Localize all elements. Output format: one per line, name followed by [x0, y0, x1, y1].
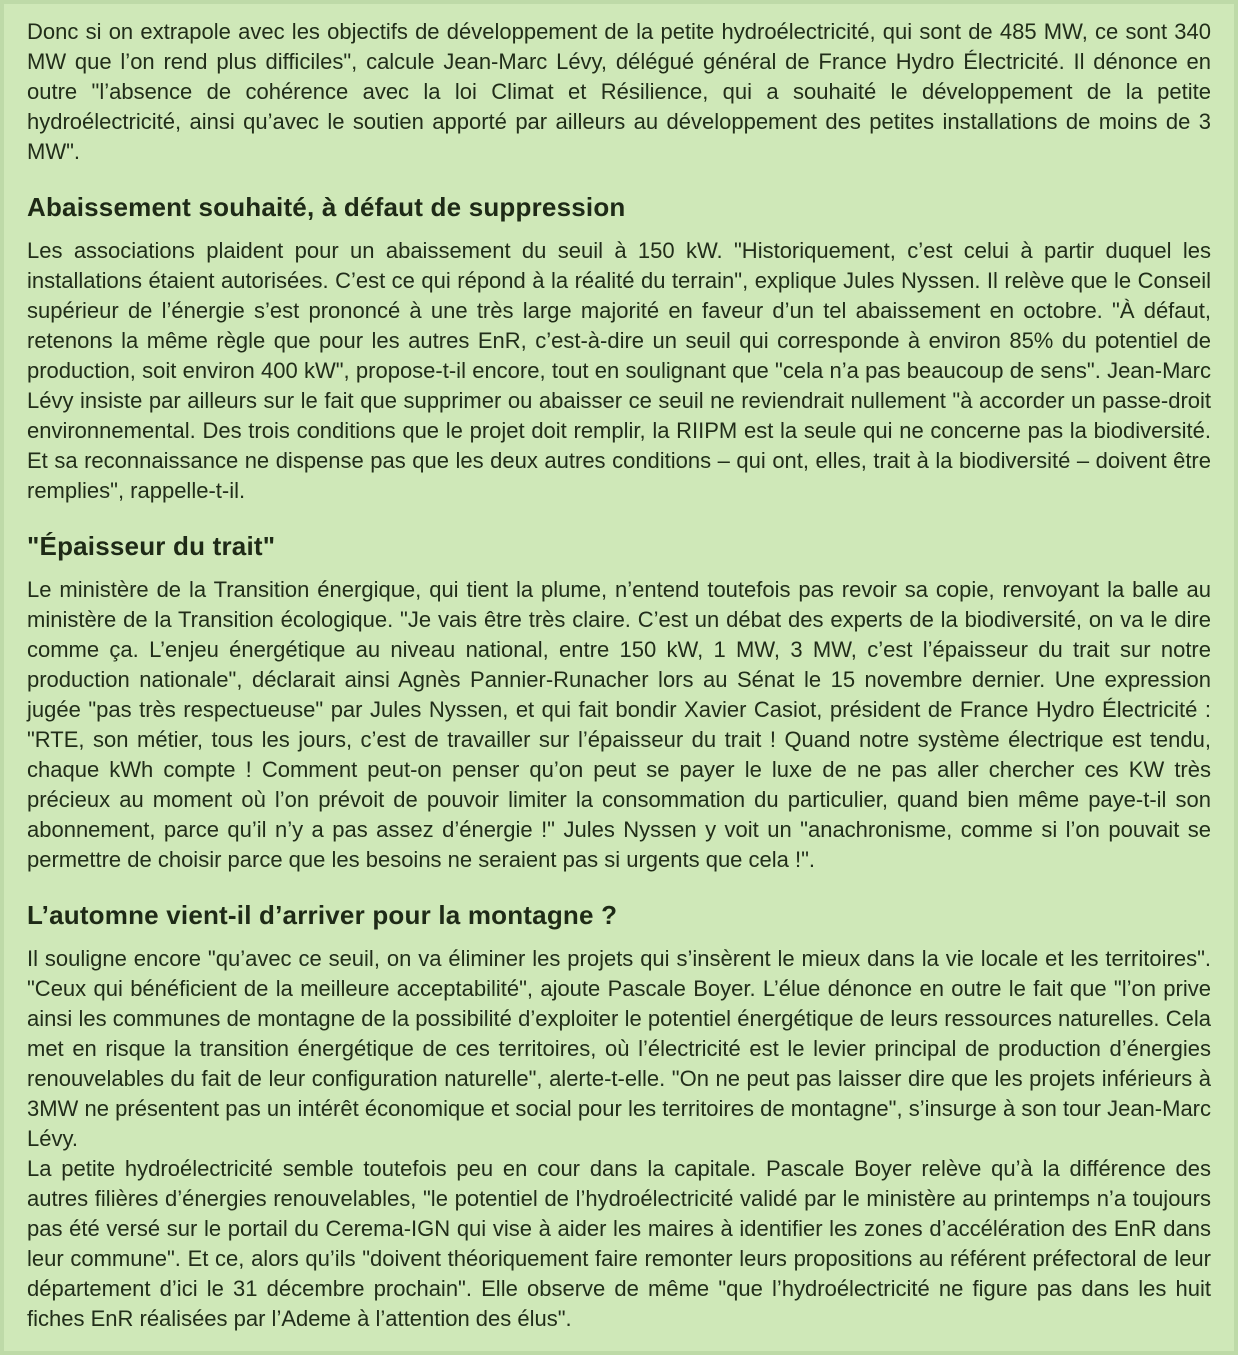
section-heading-epaisseur-du-trait: "Épaisseur du trait"	[27, 531, 276, 561]
section-heading-abaissement: Abaissement souhaité, à défaut de suppression	[27, 192, 626, 222]
section-paragraph-abaissement: Les associations plaident pour un abaissement du seuil à 150 kW. "Historiquement, c’est celui à partir duquel les installations étaient autorisées. C’est ce qui répond à la réalité du terrain", explique Jules Nyssen. Il relève que le Conseil supérieur de l’énergie s’est prononcé à une très large majorité en faveur d’un tel abaissement en octobre. "À défaut, retenons la même règle que pour les autres EnR, c’est-à-dire un seuil qui corresponde à environ 85% du potentiel de production, soit environ 400 kW", propose-t-il encore, tout en soulignant que "cela n’a pas beaucoup de sens". Jean-Marc Lévy insiste par ailleurs sur le fait que supprimer ou abaisser ce seuil ne reviendrait nullement "à accorder un passe-droit environnemental. Des trois conditions que le projet doit remplir, la RIIPM est la seule qui ne concerne pas la biodiversité. Et sa reconnaissance ne dispense pas que les deux autres conditions – qui ont, elles, trait à la biodiversité – doivent être remplies", rappelle-t-il.	[27, 238, 1211, 503]
section-paragraph-epaisseur-du-trait: Le ministère de la Transition énergique, qui tient la plume, n’entend toutefois pas revoir sa copie, renvoyant la balle au ministère de la Transition écologique. "Je vais être très claire. C’est un débat des experts de la biodiversité, on va le dire comme ça. L’enjeu énergétique au niveau national, entre 150 kW, 1 MW, 3 MW, c’est l’épaisseur du trait sur notre production nationale", déclarait ainsi Agnès Pannier-Runacher lors au Sénat le 15 novembre dernier. Une expression jugée "pas très respectueuse" par Jules Nyssen, et qui fait bondir Xavier Casiot, président de France Hydro Électricité : "RTE, son métier, tous les jours, c’est de travailler sur l’épaisseur du trait ! Quand notre système électrique est tendu, chaque kWh compte ! Comment peut-on penser qu’on peut se payer le luxe de ne pas aller chercher ces KW très précieux au moment où l’on prévoit de pouvoir limiter la consommation du particulier, quand bien même paye-t-il son abonnement, parce qu’il n’y a pas assez d’énergie !" Jules Nyssen y voit un "anachronisme, comme si l’on pouvait se permettre de choisir parce que les besoins ne seraient pas si urgents que cela !".	[27, 577, 1211, 872]
section-heading-automne-montagne: L’automne vient-il d’arriver pour la montagne ?	[27, 900, 618, 930]
intro-paragraph: Donc si on extrapole avec les objectifs de développement de la petite hydroélectricité, qui sont de 485 MW, ce sont 340 MW que l’on rend plus difficiles", calcule Jean-Marc Lévy, délégué général de France Hydro Électricité. Il dénonce en outre "l’absence de cohérence avec la loi Climat et Résilience, qui a souhaité le développement de la petite hydroélectricité, ainsi qu’avec le soutien apporté par ailleurs au développement des petites installations de moins de 3 MW".	[27, 19, 1211, 164]
section-paragraph-montagne-2: La petite hydroélectricité semble toutefois peu en cour dans la capitale. Pascale Boyer relève qu’à la différence des autres filières d’énergies renouvelables, "le potentiel de l’hydroélectricité validé par le ministère au printemps n’a toujours pas été versé sur le portail du Cerema-IGN qui vise à aider les maires à identifier les zones d’accélération des EnR dans leur commune". Et ce, alors qu’ils "doivent théoriquement faire remonter leurs propositions au référent préfectoral de leur département d’ici le 31 décembre prochain". Elle observe de même "que l’hydroélectricité ne figure pas dans les huit fiches EnR réalisées par l’Ademe à l’attention des élus".	[27, 1156, 1211, 1331]
section-paragraph-montagne-1: Il souligne encore "qu’avec ce seuil, on va éliminer les projets qui s’insèrent le mieux dans la vie locale et les territoires". "Ceux qui bénéficient de la meilleure acceptabilité", ajoute Pascale Boyer. L’élue dénonce en outre le fait que "l’on prive ainsi les communes de montagne de la possibilité d’exploiter le potentiel énergétique de leurs ressources naturelles. Cela met en risque la transition énergétique de ces territoires, où l’électricité est le levier principal de production d’énergies renouvelables du fait de leur configuration naturelle", alerte-t-elle. "On ne peut pas laisser dire que les projets inférieurs à 3MW ne présentent pas un intérêt économique et social pour les territoires de montagne", s’insurge à son tour Jean-Marc Lévy.	[27, 946, 1211, 1151]
